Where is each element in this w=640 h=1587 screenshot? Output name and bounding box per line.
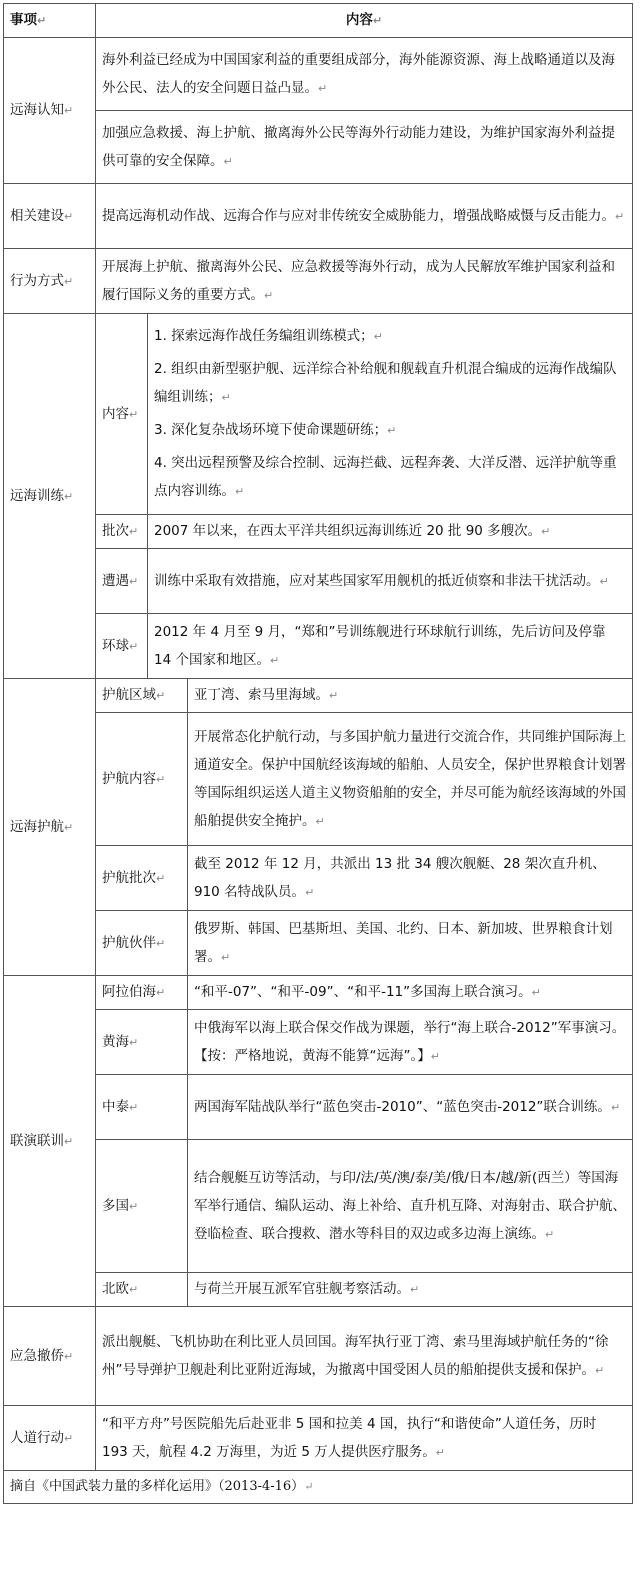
table-row bbox=[4, 1273, 633, 1307]
table-row bbox=[4, 111, 633, 184]
category-cell: 行为方式↵ bbox=[4, 249, 96, 314]
header-content: 内容↵ bbox=[96, 4, 633, 38]
content-cell: 两国海军陆战队举行“蓝色突击-2010”、“蓝色突击-2012”联合训练。↵ bbox=[188, 1075, 633, 1140]
content-cell bbox=[148, 314, 633, 515]
list-item: 4. 突出远程预警及综合控制、远海拦截、远程奔袭、大洋反潜、远洋护航等重点内容训练。↵ bbox=[154, 455, 617, 499]
content-cell: 开展常态化护航行动，与多国护航力量进行交流合作，共同维护国际海上通道安全。保护中国航经该海域的船舶、人员安全，保护世界粮食计划署等国际组织运送人道主义物资船舶的安全，并尽可能为航经该海域的外国船舶提供安全掩护。↵ bbox=[188, 713, 633, 846]
subcategory-cell: 护航批次↵ bbox=[96, 846, 188, 911]
category-cell: 相关建设↵ bbox=[4, 184, 96, 249]
table-row bbox=[4, 1140, 633, 1273]
table-row bbox=[4, 911, 633, 976]
content-cell: 派出舰艇、飞机协助在利比亚人员回国。海军执行亚丁湾、索马里海域护航任务的“徐州”号导弹护卫舰赴利比亚附近海域，为撤离中国受困人员的船舶提供支援和保护。↵ bbox=[96, 1307, 633, 1406]
table-row bbox=[4, 1075, 633, 1140]
list-item: 2. 组织由新型驱护舰、远洋综合补给舰和舰载直升机混合编成的远海作战编队编组训练；↵ bbox=[154, 361, 617, 405]
content-cell: 截至 2012 年 12 月，共派出 13 批 34 艘次舰艇、28 架次直升机、910 名特战队员。↵ bbox=[188, 846, 633, 911]
table-row bbox=[4, 614, 633, 679]
table-row bbox=[4, 1307, 633, 1406]
content-cell: 亚丁湾、索马里海域。↵ bbox=[188, 679, 633, 713]
header-item: 事项↵ bbox=[4, 4, 96, 38]
subcategory-cell: 批次↵ bbox=[96, 515, 148, 549]
subcategory-cell: 北欧↵ bbox=[96, 1273, 188, 1307]
table-row bbox=[4, 976, 633, 1010]
category-cell: 远海护航↵ bbox=[4, 679, 96, 976]
subcategory-cell: 内容↵ bbox=[96, 314, 148, 515]
category-cell: 应急撤侨↵ bbox=[4, 1307, 96, 1406]
table-row bbox=[4, 1406, 633, 1471]
subcategory-cell: 遭遇↵ bbox=[96, 549, 148, 614]
content-cell: 2012 年 4 月至 9 月，“郑和”号训练舰进行环球航行训练，先后访问及停靠 14 个国家和地区。↵ bbox=[148, 614, 633, 679]
content-cell: “和平-07”、“和平-09”、“和平-11”多国海上联合演习。↵ bbox=[188, 976, 633, 1010]
summary-table bbox=[3, 3, 633, 1504]
table-row bbox=[4, 846, 633, 911]
content-cell: 结合舰艇互访等活动，与印/法/英/澳/泰/美/俄/日本/越/新(西兰）等国海军举行通信、编队运动、海上补给、直升机互降、对海射击、联合护航、登临检查、联合搜救、潜水等科目的双边或多边海上演练。↵ bbox=[188, 1140, 633, 1273]
subcategory-cell: 环球↵ bbox=[96, 614, 148, 679]
content-cell: “和平方舟”号医院船先后赴亚非 5 国和拉美 4 国，执行“和谐使命”人道任务，历时 193 天，航程 4.2 万海里，为近 5 万人提供医疗服务。↵ bbox=[96, 1406, 633, 1471]
document-page bbox=[3, 3, 633, 1504]
list-item: 3. 深化复杂战场环境下使命课题研练；↵ bbox=[154, 422, 397, 438]
table-row bbox=[4, 1010, 633, 1075]
category-cell: 联演联训↵ bbox=[4, 976, 96, 1307]
content-cell: 俄罗斯、韩国、巴基斯坦、美国、北约、日本、新加坡、世界粮食计划署。↵ bbox=[188, 911, 633, 976]
source-row bbox=[4, 1471, 633, 1504]
content-cell: 与荷兰开展互派军官驻舰考察活动。↵ bbox=[188, 1273, 633, 1307]
category-cell: 远海训练↵ bbox=[4, 314, 96, 679]
category-cell: 人道行动↵ bbox=[4, 1406, 96, 1471]
table-row bbox=[4, 679, 633, 713]
list-item: 1. 探索远海作战任务编组训练模式；↵ bbox=[154, 328, 383, 344]
subcategory-cell: 中泰↵ bbox=[96, 1075, 188, 1140]
table-row bbox=[4, 38, 633, 111]
subcategory-cell: 黄海↵ bbox=[96, 1010, 188, 1075]
table-row bbox=[4, 249, 633, 314]
category-cell: 远海认知↵ bbox=[4, 38, 96, 184]
table-row bbox=[4, 314, 633, 515]
content-cell: 2007 年以来，在西太平洋共组织远海训练近 20 批 90 多艘次。↵ bbox=[148, 515, 633, 549]
subcategory-cell: 护航内容↵ bbox=[96, 713, 188, 846]
subcategory-cell: 阿拉伯海↵ bbox=[96, 976, 188, 1010]
subcategory-cell: 多国↵ bbox=[96, 1140, 188, 1273]
content-cell: 海外利益已经成为中国国家利益的重要组成部分，海外能源资源、海上战略通道以及海外公民、法人的安全问题日益凸显。↵ bbox=[96, 38, 633, 111]
content-cell: 训练中采取有效措施，应对某些国家军用舰机的抵近侦察和非法干扰活动。↵ bbox=[148, 549, 633, 614]
subcategory-cell: 护航伙伴↵ bbox=[96, 911, 188, 976]
content-cell: 提高远海机动作战、远海合作与应对非传统安全威胁能力，增强战略威慑与反击能力。↵ bbox=[96, 184, 633, 249]
content-cell: 开展海上护航、撤离海外公民、应急救援等海外行动，成为人民解放军维护国家利益和履行国际义务的重要方式。↵ bbox=[96, 249, 633, 314]
source-note: 摘自《中国武装力量的多样化运用》（2013-4-16）↵ bbox=[4, 1471, 633, 1504]
table-row bbox=[4, 549, 633, 614]
table-row bbox=[4, 713, 633, 846]
table-row bbox=[4, 515, 633, 549]
table-row bbox=[4, 184, 633, 249]
content-cell: 加强应急救援、海上护航、撤离海外公民等海外行动能力建设，为维护国家海外利益提供可靠的安全保障。↵ bbox=[96, 111, 633, 184]
header-row bbox=[4, 4, 633, 38]
content-cell: 中俄海军以海上联合保交作战为课题，举行“海上联合-2012”军事演习。【按：严格地说，黄海不能算“远海”。】↵ bbox=[188, 1010, 633, 1075]
subcategory-cell: 护航区域↵ bbox=[96, 679, 188, 713]
